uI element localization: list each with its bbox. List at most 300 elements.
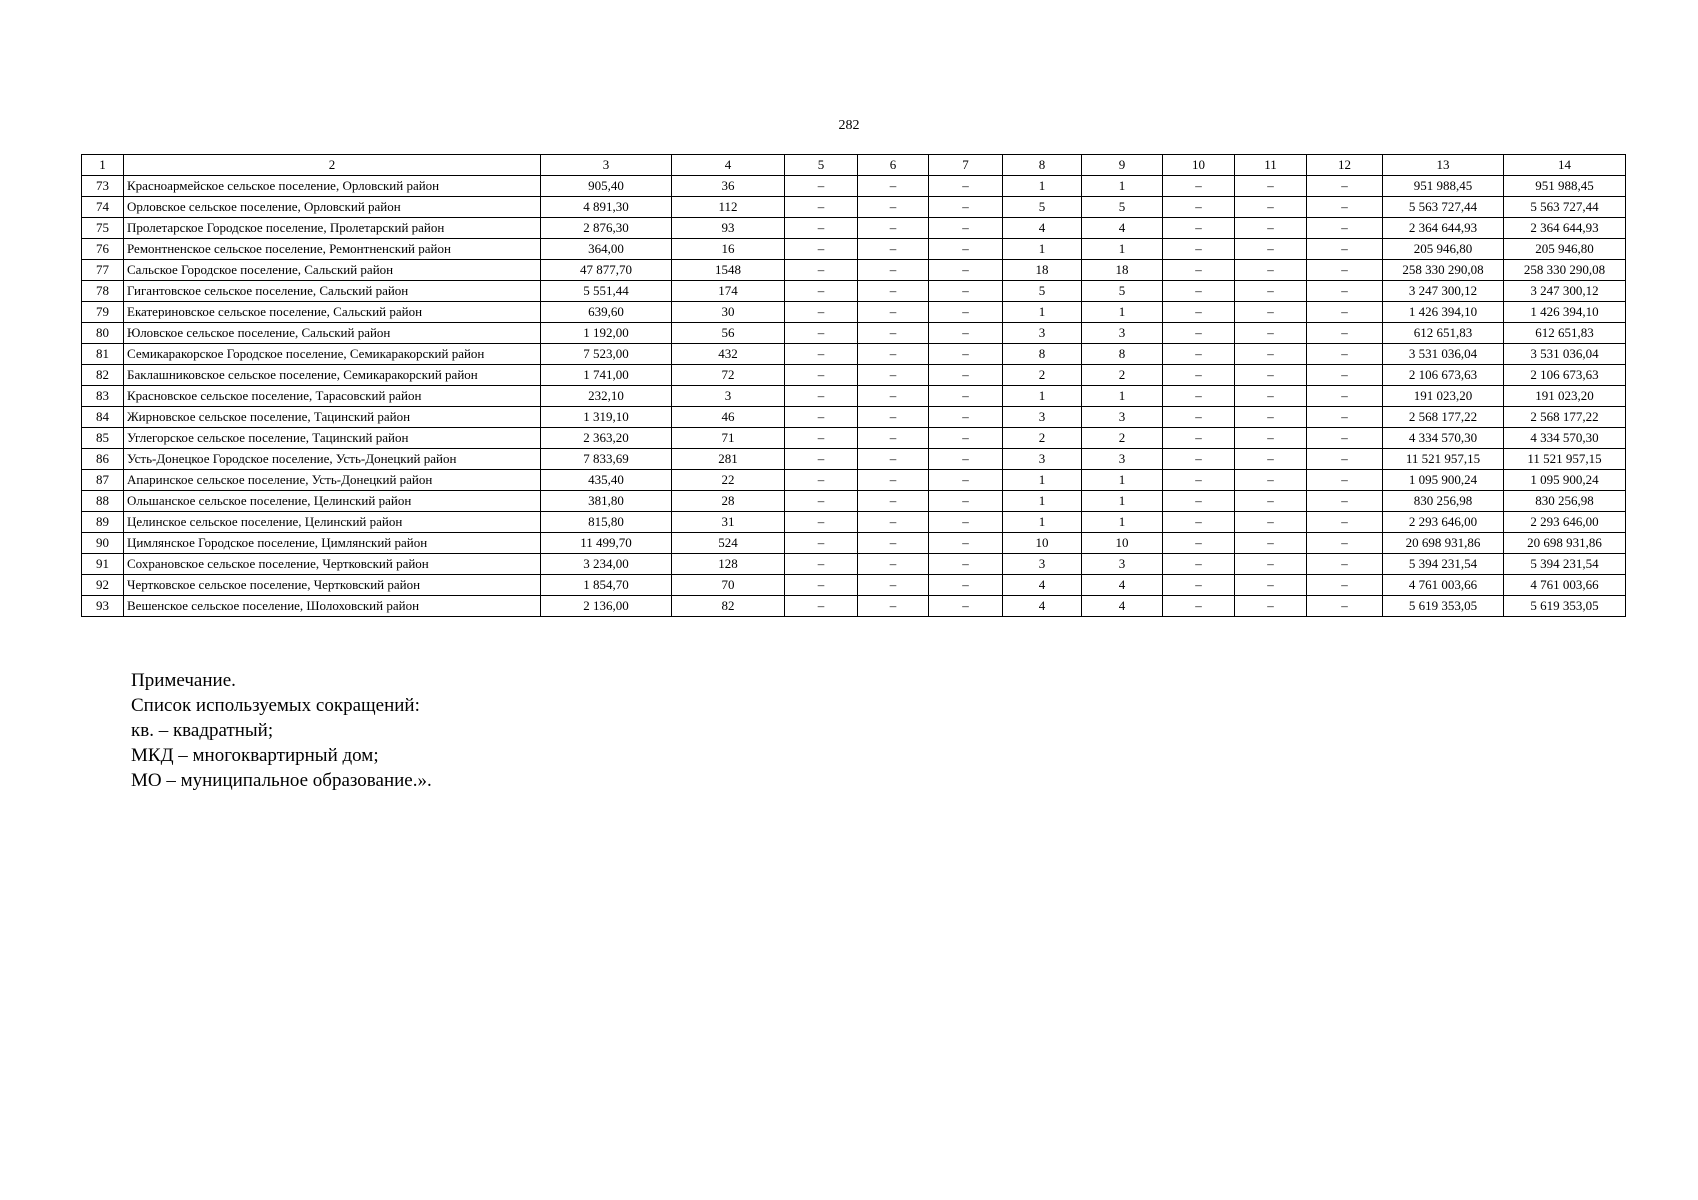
table-cell: 73 xyxy=(82,176,124,197)
table-cell: 4 334 570,30 xyxy=(1383,428,1504,449)
table-cell: 1 xyxy=(1003,512,1082,533)
table-cell: – xyxy=(1235,302,1307,323)
table-cell: 93 xyxy=(672,218,785,239)
table-cell: – xyxy=(1163,239,1235,260)
table-cell: 381,80 xyxy=(541,491,672,512)
column-header: 13 xyxy=(1383,155,1504,176)
column-header: 7 xyxy=(929,155,1003,176)
table-cell: – xyxy=(858,365,929,386)
municipality-name-cell: Целинское сельское поселение, Целинский район xyxy=(124,512,541,533)
column-header: 5 xyxy=(785,155,858,176)
table-cell: 3 xyxy=(672,386,785,407)
table-cell: 70 xyxy=(672,575,785,596)
table-cell: 74 xyxy=(82,197,124,218)
table-cell: 258 330 290,08 xyxy=(1383,260,1504,281)
table-cell: – xyxy=(1307,512,1383,533)
table-cell: 8 xyxy=(1003,344,1082,365)
column-header: 6 xyxy=(858,155,929,176)
table-cell: – xyxy=(929,176,1003,197)
table-cell: 2 568 177,22 xyxy=(1383,407,1504,428)
note-line: МКД – многоквартирный дом; xyxy=(131,745,379,766)
table-cell: 1 xyxy=(1082,239,1163,260)
municipality-name-cell: Красновское сельское поселение, Тарасовский район xyxy=(124,386,541,407)
table-cell: – xyxy=(1307,197,1383,218)
table-cell: – xyxy=(858,554,929,575)
table-cell: 524 xyxy=(672,533,785,554)
table-cell: 191 023,20 xyxy=(1383,386,1504,407)
table-cell: 2 568 177,22 xyxy=(1504,407,1626,428)
table-cell: – xyxy=(1307,281,1383,302)
table-cell: 1 426 394,10 xyxy=(1504,302,1626,323)
table-cell: – xyxy=(1235,365,1307,386)
column-header: 4 xyxy=(672,155,785,176)
table-row xyxy=(82,386,1626,407)
table-cell: – xyxy=(785,428,858,449)
table-cell: – xyxy=(858,323,929,344)
municipality-name-cell: Красноармейское сельское поселение, Орловский район xyxy=(124,176,541,197)
table-cell: 5 563 727,44 xyxy=(1504,197,1626,218)
table-cell: 5 xyxy=(1003,197,1082,218)
table-row xyxy=(82,491,1626,512)
table-cell: 128 xyxy=(672,554,785,575)
table-cell: – xyxy=(1235,218,1307,239)
table-cell: 5 619 353,05 xyxy=(1383,596,1504,617)
table-cell: 5 394 231,54 xyxy=(1383,554,1504,575)
table-cell: – xyxy=(858,575,929,596)
table-cell: – xyxy=(1163,596,1235,617)
table-cell: – xyxy=(785,449,858,470)
column-header: 11 xyxy=(1235,155,1307,176)
table-cell: 2 876,30 xyxy=(541,218,672,239)
table-cell: – xyxy=(1307,449,1383,470)
table-row xyxy=(82,281,1626,302)
table-cell: – xyxy=(1163,554,1235,575)
table-cell: 2 293 646,00 xyxy=(1383,512,1504,533)
table-cell: 2 xyxy=(1003,428,1082,449)
table-cell: – xyxy=(785,239,858,260)
table-cell: 3 xyxy=(1082,554,1163,575)
note-block xyxy=(131,668,432,793)
table-cell: 75 xyxy=(82,218,124,239)
municipality-name-cell: Екатериновское сельское поселение, Сальский район xyxy=(124,302,541,323)
table-cell: – xyxy=(1235,197,1307,218)
table-cell: 232,10 xyxy=(541,386,672,407)
municipality-name-cell: Жирновское сельское поселение, Тацинский район xyxy=(124,407,541,428)
table-cell: 16 xyxy=(672,239,785,260)
table-cell: – xyxy=(929,386,1003,407)
table-cell: 1 xyxy=(1003,176,1082,197)
table-cell: 71 xyxy=(672,428,785,449)
table-cell: – xyxy=(1163,176,1235,197)
table-cell: 84 xyxy=(82,407,124,428)
municipality-name-cell: Чертковское сельское поселение, Чертковский район xyxy=(124,575,541,596)
table-cell: 11 499,70 xyxy=(541,533,672,554)
table-cell: 830 256,98 xyxy=(1504,491,1626,512)
table-cell: – xyxy=(785,533,858,554)
table-cell: – xyxy=(1163,281,1235,302)
municipality-name-cell: Баклашниковское сельское поселение, Семикаракорский район xyxy=(124,365,541,386)
table-cell: 1 xyxy=(1003,239,1082,260)
table-cell: – xyxy=(929,470,1003,491)
table-cell: – xyxy=(1307,491,1383,512)
table-cell: 18 xyxy=(1003,260,1082,281)
table-cell: 4 xyxy=(1082,596,1163,617)
table-cell: – xyxy=(929,575,1003,596)
table-cell: 1 xyxy=(1082,302,1163,323)
table-cell: – xyxy=(929,260,1003,281)
table-cell: – xyxy=(1163,428,1235,449)
table-cell: 5 xyxy=(1003,281,1082,302)
table-cell: 1 192,00 xyxy=(541,323,672,344)
table-cell: – xyxy=(929,281,1003,302)
table-cell: 639,60 xyxy=(541,302,672,323)
column-header: 2 xyxy=(124,155,541,176)
table-cell: 28 xyxy=(672,491,785,512)
municipality-name-cell: Орловское сельское поселение, Орловский район xyxy=(124,197,541,218)
table-cell: 4 761 003,66 xyxy=(1504,575,1626,596)
note-line: Список используемых сокращений: xyxy=(131,695,420,716)
municipality-name-cell: Сальское Городское поселение, Сальский район xyxy=(124,260,541,281)
table-cell: – xyxy=(785,281,858,302)
table-cell: – xyxy=(929,533,1003,554)
table-cell: – xyxy=(785,470,858,491)
table-cell: 612 651,83 xyxy=(1504,323,1626,344)
table-cell: 11 521 957,15 xyxy=(1504,449,1626,470)
table-cell: – xyxy=(785,554,858,575)
table-cell: – xyxy=(1163,575,1235,596)
table-cell: – xyxy=(1307,428,1383,449)
table-cell: – xyxy=(1235,239,1307,260)
table-cell: 4 xyxy=(1003,596,1082,617)
table-cell: 36 xyxy=(672,176,785,197)
table-cell: 205 946,80 xyxy=(1383,239,1504,260)
table-cell: 4 xyxy=(1082,218,1163,239)
table-cell: 72 xyxy=(672,365,785,386)
table-cell: – xyxy=(858,176,929,197)
table-cell: – xyxy=(929,344,1003,365)
table-cell: – xyxy=(1235,533,1307,554)
municipality-name-cell: Усть-Донецкое Городское поселение, Усть-Донецкий район xyxy=(124,449,541,470)
table-cell: – xyxy=(1307,470,1383,491)
table-cell: 1 xyxy=(1082,386,1163,407)
table-cell: 5 394 231,54 xyxy=(1504,554,1626,575)
table-cell: – xyxy=(858,428,929,449)
column-header: 14 xyxy=(1504,155,1626,176)
table-cell: – xyxy=(785,407,858,428)
table-cell: 82 xyxy=(672,596,785,617)
table-cell: – xyxy=(1235,176,1307,197)
table-cell: – xyxy=(858,197,929,218)
table-cell: 7 833,69 xyxy=(541,449,672,470)
table-cell: – xyxy=(1163,344,1235,365)
table-cell: 10 xyxy=(1003,533,1082,554)
municipality-name-cell: Апаринское сельское поселение, Усть-Донецкий район xyxy=(124,470,541,491)
table-cell: 1 095 900,24 xyxy=(1383,470,1504,491)
municipality-name-cell: Пролетарское Городское поселение, Пролетарский район xyxy=(124,218,541,239)
table-cell: – xyxy=(785,302,858,323)
table-cell: 30 xyxy=(672,302,785,323)
table-cell: 92 xyxy=(82,575,124,596)
table-cell: 20 698 931,86 xyxy=(1504,533,1626,554)
table-cell: – xyxy=(1235,554,1307,575)
municipality-name-cell: Ольшанское сельское поселение, Целинский район xyxy=(124,491,541,512)
table-cell: 432 xyxy=(672,344,785,365)
table-row xyxy=(82,470,1626,491)
table-row xyxy=(82,260,1626,281)
column-header: 10 xyxy=(1163,155,1235,176)
table-cell: 7 523,00 xyxy=(541,344,672,365)
table-cell: 4 334 570,30 xyxy=(1504,428,1626,449)
table-cell: 1 426 394,10 xyxy=(1383,302,1504,323)
table-cell: – xyxy=(785,323,858,344)
table-cell: 2 136,00 xyxy=(541,596,672,617)
table-cell: 2 xyxy=(1082,365,1163,386)
table-cell: 1 xyxy=(1003,491,1082,512)
table-cell: – xyxy=(1163,260,1235,281)
table-cell: – xyxy=(1307,344,1383,365)
table-cell: – xyxy=(929,197,1003,218)
municipality-name-cell: Ремонтненское сельское поселение, Ремонтненский район xyxy=(124,239,541,260)
table-row xyxy=(82,365,1626,386)
table-cell: 18 xyxy=(1082,260,1163,281)
table-cell: 815,80 xyxy=(541,512,672,533)
table-cell: 1 xyxy=(1082,491,1163,512)
table-cell: – xyxy=(785,386,858,407)
table-cell: 2 106 673,63 xyxy=(1504,365,1626,386)
table-cell: – xyxy=(1235,281,1307,302)
table-cell: – xyxy=(1235,428,1307,449)
table-cell: 2 363,20 xyxy=(541,428,672,449)
table-cell: 3 xyxy=(1003,407,1082,428)
table-cell: – xyxy=(858,239,929,260)
table-cell: 4 xyxy=(1082,575,1163,596)
table-row xyxy=(82,239,1626,260)
table-row xyxy=(82,176,1626,197)
table-cell: – xyxy=(785,344,858,365)
municipality-name-cell: Юловское сельское поселение, Сальский район xyxy=(124,323,541,344)
table-cell: 3 531 036,04 xyxy=(1383,344,1504,365)
table-cell: 77 xyxy=(82,260,124,281)
table-cell: 5 619 353,05 xyxy=(1504,596,1626,617)
table-cell: 81 xyxy=(82,344,124,365)
table-cell: – xyxy=(1163,218,1235,239)
table-row xyxy=(82,449,1626,470)
note-line: Примечание. xyxy=(131,670,236,691)
table-cell: – xyxy=(858,449,929,470)
table-row xyxy=(82,218,1626,239)
table-cell: – xyxy=(1307,218,1383,239)
table-cell: 364,00 xyxy=(541,239,672,260)
table-cell: 205 946,80 xyxy=(1504,239,1626,260)
table-cell: 951 988,45 xyxy=(1383,176,1504,197)
table-cell: 1 xyxy=(1082,470,1163,491)
table-cell: – xyxy=(785,512,858,533)
table-cell: – xyxy=(1163,386,1235,407)
table-cell: – xyxy=(858,281,929,302)
table-cell: 47 877,70 xyxy=(541,260,672,281)
table-cell: – xyxy=(785,575,858,596)
table-cell: – xyxy=(1235,575,1307,596)
table-cell: – xyxy=(1235,386,1307,407)
table-cell: – xyxy=(1235,323,1307,344)
table-row xyxy=(82,323,1626,344)
table-cell: 91 xyxy=(82,554,124,575)
table-cell: – xyxy=(1163,197,1235,218)
column-header: 3 xyxy=(541,155,672,176)
table-cell: – xyxy=(1163,533,1235,554)
table-cell: 1 xyxy=(1003,470,1082,491)
table-cell: 5 551,44 xyxy=(541,281,672,302)
municipality-name-cell: Сохрановское сельское поселение, Чертковский район xyxy=(124,554,541,575)
table-cell: 2 364 644,93 xyxy=(1504,218,1626,239)
table-cell: 85 xyxy=(82,428,124,449)
table-row xyxy=(82,512,1626,533)
column-header: 8 xyxy=(1003,155,1082,176)
table-cell: 22 xyxy=(672,470,785,491)
table-cell: 258 330 290,08 xyxy=(1504,260,1626,281)
table-cell: 88 xyxy=(82,491,124,512)
table-cell: – xyxy=(929,512,1003,533)
table-cell: 4 761 003,66 xyxy=(1383,575,1504,596)
table-cell: 1 xyxy=(1082,176,1163,197)
table-cell: – xyxy=(1307,323,1383,344)
table-row xyxy=(82,197,1626,218)
table-cell: 3 xyxy=(1082,449,1163,470)
table-cell: – xyxy=(1307,407,1383,428)
table-cell: – xyxy=(1307,533,1383,554)
table-cell: 79 xyxy=(82,302,124,323)
table-cell: 3 247 300,12 xyxy=(1383,281,1504,302)
table-cell: 2 364 644,93 xyxy=(1383,218,1504,239)
table-cell: 1548 xyxy=(672,260,785,281)
table-cell: – xyxy=(1307,260,1383,281)
table-cell: – xyxy=(1235,512,1307,533)
table-cell: 80 xyxy=(82,323,124,344)
table-cell: 4 xyxy=(1003,218,1082,239)
table-cell: 830 256,98 xyxy=(1383,491,1504,512)
table-cell: 78 xyxy=(82,281,124,302)
table-cell: – xyxy=(929,365,1003,386)
column-header: 12 xyxy=(1307,155,1383,176)
table-cell: – xyxy=(929,239,1003,260)
table-cell: – xyxy=(1235,596,1307,617)
table-cell: – xyxy=(858,386,929,407)
table-cell: 82 xyxy=(82,365,124,386)
table-cell: – xyxy=(1235,449,1307,470)
table-cell: – xyxy=(1307,239,1383,260)
table-cell: – xyxy=(929,302,1003,323)
table-cell: 8 xyxy=(1082,344,1163,365)
table-cell: 89 xyxy=(82,512,124,533)
table-cell: – xyxy=(785,491,858,512)
table-row xyxy=(82,302,1626,323)
table-cell: – xyxy=(1307,575,1383,596)
table-cell: – xyxy=(1235,344,1307,365)
table-cell: 5 563 727,44 xyxy=(1383,197,1504,218)
table-cell: 31 xyxy=(672,512,785,533)
table-cell: 4 xyxy=(1003,575,1082,596)
table-cell: – xyxy=(929,491,1003,512)
table-cell: 951 988,45 xyxy=(1504,176,1626,197)
table-cell: 3 xyxy=(1082,407,1163,428)
table-cell: – xyxy=(785,365,858,386)
table-cell: 11 521 957,15 xyxy=(1383,449,1504,470)
table-cell: 1 854,70 xyxy=(541,575,672,596)
table-cell: 1 xyxy=(1003,302,1082,323)
table-cell: – xyxy=(785,197,858,218)
municipality-name-cell: Гигантовское сельское поселение, Сальский район xyxy=(124,281,541,302)
table-row xyxy=(82,407,1626,428)
table-cell: 2 293 646,00 xyxy=(1504,512,1626,533)
table-row xyxy=(82,596,1626,617)
table-cell: – xyxy=(929,596,1003,617)
table-cell: 1 xyxy=(1003,386,1082,407)
table-cell: – xyxy=(1235,407,1307,428)
table-cell: 3 xyxy=(1003,554,1082,575)
table-cell: 3 531 036,04 xyxy=(1504,344,1626,365)
table-row xyxy=(82,533,1626,554)
table-cell: – xyxy=(785,218,858,239)
municipality-name-cell: Углегорское сельское поселение, Тацинский район xyxy=(124,428,541,449)
table-cell: – xyxy=(1307,386,1383,407)
table-cell: 1 xyxy=(1082,512,1163,533)
table-row xyxy=(82,554,1626,575)
table-header-row xyxy=(82,155,1626,176)
table-cell: 90 xyxy=(82,533,124,554)
table-cell: 76 xyxy=(82,239,124,260)
table-cell: – xyxy=(1307,302,1383,323)
table-cell: 2 106 673,63 xyxy=(1383,365,1504,386)
table-cell: 3 xyxy=(1003,323,1082,344)
table-cell: – xyxy=(1307,554,1383,575)
table-cell: 10 xyxy=(1082,533,1163,554)
note-line: МО – муниципальное образование.». xyxy=(131,770,432,791)
table-cell: 281 xyxy=(672,449,785,470)
table-cell: 2 xyxy=(1082,428,1163,449)
municipality-name-cell: Вешенское сельское поселение, Шолоховский район xyxy=(124,596,541,617)
table-cell: 93 xyxy=(82,596,124,617)
table-cell: – xyxy=(1163,512,1235,533)
table-cell: 4 891,30 xyxy=(541,197,672,218)
table-cell: 191 023,20 xyxy=(1504,386,1626,407)
table-cell: – xyxy=(858,533,929,554)
table-cell: 1 319,10 xyxy=(541,407,672,428)
table-cell: 56 xyxy=(672,323,785,344)
table-row xyxy=(82,344,1626,365)
table-cell: – xyxy=(785,596,858,617)
table-cell: – xyxy=(1163,470,1235,491)
table-cell: 5 xyxy=(1082,281,1163,302)
table-cell: – xyxy=(929,554,1003,575)
table-row xyxy=(82,575,1626,596)
municipality-name-cell: Семикаракорское Городское поселение, Семикаракорский район xyxy=(124,344,541,365)
table-cell: – xyxy=(1235,470,1307,491)
note-line: кв. – квадратный; xyxy=(131,720,274,741)
table-cell: – xyxy=(1163,365,1235,386)
table-cell: – xyxy=(858,470,929,491)
table-cell: 3 247 300,12 xyxy=(1504,281,1626,302)
table-cell: – xyxy=(929,323,1003,344)
table-cell: 46 xyxy=(672,407,785,428)
table-cell: 5 xyxy=(1082,197,1163,218)
data-table xyxy=(81,154,1626,617)
table-cell: 3 xyxy=(1003,449,1082,470)
table-cell: – xyxy=(929,218,1003,239)
table-cell: 3 xyxy=(1082,323,1163,344)
table-cell: – xyxy=(858,596,929,617)
table-cell: – xyxy=(858,260,929,281)
table-cell: 1 095 900,24 xyxy=(1504,470,1626,491)
